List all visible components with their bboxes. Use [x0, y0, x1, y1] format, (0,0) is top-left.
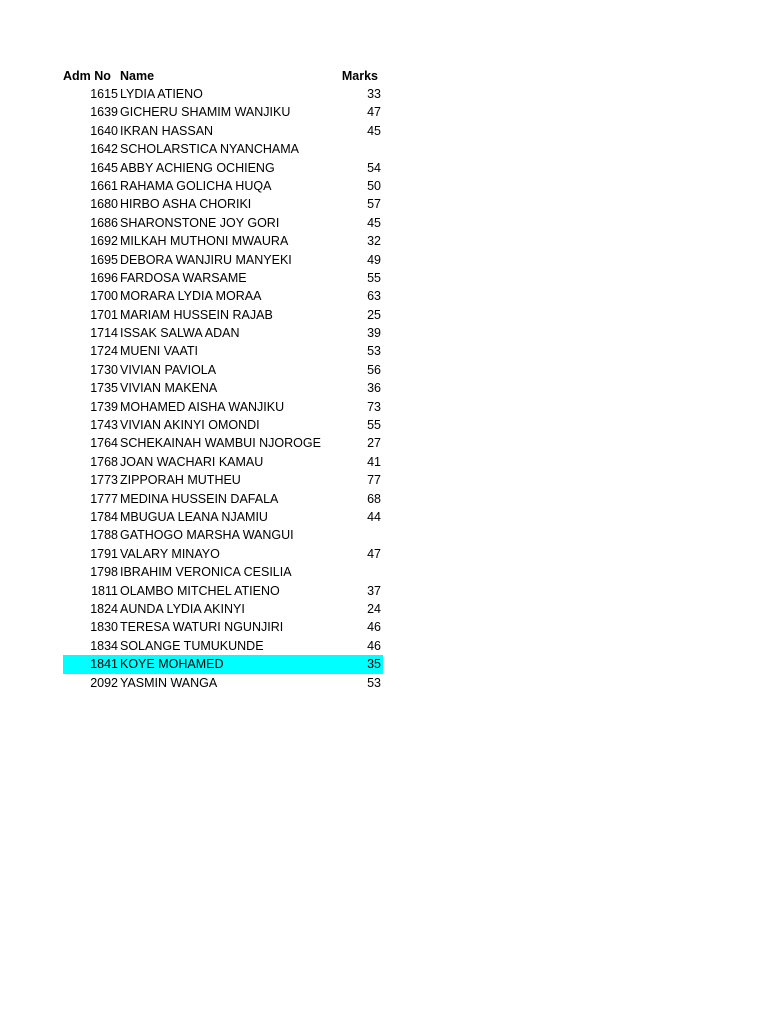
cell-name: HIRBO ASHA CHORIKI — [120, 197, 252, 212]
table-row — [63, 508, 383, 526]
cell-name: VIVIAN AKINYI OMONDI — [120, 418, 260, 433]
cell-adm-no: 1768 — [90, 454, 118, 469]
cell-adm-no: 1798 — [90, 565, 118, 580]
cell-name: ABBY ACHIENG OCHIENG — [120, 160, 275, 175]
cell-marks: 47 — [367, 546, 381, 561]
cell-marks: 25 — [367, 307, 381, 322]
cell-name: IKRAN HASSAN — [120, 123, 214, 138]
cell-name: OLAMBO MITCHEL ATIENO — [120, 583, 280, 598]
cell-marks: 46 — [367, 638, 381, 653]
cell-marks: 37 — [367, 583, 381, 598]
cell-marks: 53 — [367, 675, 381, 690]
table-row — [63, 582, 383, 600]
cell-adm-no: 1692 — [90, 234, 118, 249]
cell-adm-no: 1764 — [90, 436, 118, 451]
cell-name: YASMIN WANGA — [120, 675, 218, 690]
table-row — [63, 490, 383, 508]
cell-marks: 41 — [367, 454, 381, 469]
cell-adm-no: 1730 — [90, 362, 118, 377]
cell-adm-no: 1773 — [90, 473, 118, 488]
cell-name: SCHOLARSTICA NYANCHAMA — [120, 142, 299, 157]
table-row — [63, 195, 383, 213]
table-row — [63, 379, 383, 397]
cell-name: MEDINA HUSSEIN DAFALA — [120, 491, 279, 506]
cell-adm-no: 1834 — [90, 638, 118, 653]
cell-adm-no: 1743 — [90, 418, 118, 433]
table-row — [63, 342, 383, 360]
cell-name: FARDOSA WARSAME — [120, 270, 247, 285]
cell-name: MORARA LYDIA MORAA — [120, 289, 262, 304]
cell-adm-no: 1830 — [90, 620, 118, 635]
cell-marks: 56 — [367, 362, 381, 377]
header-adm-no: Adm No — [63, 69, 111, 83]
cell-marks: 33 — [367, 87, 381, 101]
table-row — [63, 526, 383, 544]
table-row — [63, 416, 383, 434]
table-row — [63, 434, 383, 452]
cell-name: KOYE MOHAMED — [120, 657, 224, 672]
cell-name: SCHEKAINAH WAMBUI NJOROGE — [120, 436, 321, 451]
cell-adm-no: 1791 — [90, 546, 118, 561]
cell-adm-no: 1615 — [90, 87, 118, 101]
cell-adm-no: 1724 — [90, 344, 118, 359]
cell-marks: 50 — [367, 178, 381, 193]
table-row — [63, 361, 383, 379]
table-row — [63, 177, 383, 195]
cell-marks: 39 — [367, 326, 381, 341]
table-row — [63, 306, 383, 324]
cell-name: LYDIA ATIENO — [120, 87, 203, 101]
cell-marks: 45 — [367, 123, 381, 138]
table-row — [63, 471, 383, 489]
header-name: Name — [120, 69, 155, 83]
cell-name: IBRAHIM VERONICA CESILIA — [120, 565, 292, 580]
cell-marks: 68 — [367, 491, 381, 506]
table-row — [63, 324, 383, 342]
cell-name: TERESA WATURI NGUNJIRI — [120, 620, 284, 635]
table-row — [63, 140, 383, 158]
cell-marks: 46 — [367, 620, 381, 635]
table-row — [63, 600, 383, 618]
table-row — [63, 85, 383, 103]
table-row — [63, 103, 383, 121]
table-row — [63, 618, 383, 636]
table-row — [63, 159, 383, 177]
cell-name: GATHOGO MARSHA WANGUI — [120, 528, 294, 543]
cell-adm-no: 1645 — [90, 160, 118, 175]
cell-name: MOHAMED AISHA WANJIKU — [120, 399, 285, 414]
cell-adm-no: 1696 — [90, 270, 118, 285]
table-row — [63, 269, 383, 287]
cell-marks: 53 — [367, 344, 381, 359]
cell-name: GICHERU SHAMIM WANJIKU — [120, 105, 291, 120]
cell-name: RAHAMA GOLICHA HUQA — [120, 178, 272, 193]
cell-name: ISSAK SALWA ADAN — [120, 326, 240, 341]
table-row — [63, 637, 383, 655]
cell-name: DEBORA WANJIRU MANYEKI — [120, 252, 292, 267]
cell-marks: 27 — [367, 436, 381, 451]
cell-name: MILKAH MUTHONI MWAURA — [120, 234, 289, 249]
cell-adm-no: 1739 — [90, 399, 118, 414]
table-row — [63, 453, 383, 471]
cell-name: JOAN WACHARI KAMAU — [120, 454, 264, 469]
cell-marks: 54 — [367, 160, 381, 175]
table-row — [63, 214, 383, 232]
cell-marks: 55 — [367, 270, 381, 285]
cell-adm-no: 1695 — [90, 252, 118, 267]
cell-name: ZIPPORAH MUTHEU — [120, 473, 241, 488]
table-row — [63, 545, 383, 563]
cell-name: MUENI VAATI — [120, 344, 199, 359]
cell-marks: 45 — [367, 215, 381, 230]
table-header-row — [63, 68, 383, 85]
cell-name: MBUGUA LEANA NJAMIU — [120, 509, 268, 524]
cell-marks: 44 — [367, 509, 381, 524]
table-row — [63, 287, 383, 305]
cell-adm-no: 1680 — [90, 197, 118, 212]
table-row-highlighted — [63, 655, 383, 673]
table-row — [63, 251, 383, 269]
cell-marks: 57 — [367, 197, 381, 212]
cell-marks: 35 — [367, 657, 381, 672]
table-row — [63, 122, 383, 140]
cell-adm-no: 1701 — [90, 307, 118, 322]
cell-name: VIVIAN PAVIOLA — [120, 362, 217, 377]
cell-marks: 73 — [367, 399, 381, 414]
cell-adm-no: 1777 — [90, 491, 118, 506]
cell-adm-no: 1788 — [90, 528, 118, 543]
cell-marks: 55 — [367, 418, 381, 433]
cell-name: MARIAM HUSSEIN RAJAB — [120, 307, 273, 322]
cell-marks: 32 — [367, 234, 381, 249]
cell-adm-no: 1686 — [90, 215, 118, 230]
cell-adm-no: 1642 — [90, 142, 118, 157]
cell-adm-no: 1714 — [90, 326, 118, 341]
cell-adm-no: 1735 — [90, 381, 118, 396]
cell-name: VALARY MINAYO — [120, 546, 220, 561]
cell-marks: 77 — [367, 473, 381, 488]
cell-marks: 49 — [367, 252, 381, 267]
cell-adm-no: 1824 — [90, 601, 118, 616]
cell-adm-no: 1639 — [90, 105, 118, 120]
marks-table — [63, 68, 383, 692]
cell-adm-no: 1700 — [90, 289, 118, 304]
cell-name: AUNDA LYDIA AKINYI — [120, 601, 245, 616]
table-row — [63, 563, 383, 581]
cell-marks: 47 — [367, 105, 381, 120]
cell-adm-no: 1640 — [90, 123, 118, 138]
table-row — [63, 398, 383, 416]
cell-name: VIVIAN MAKENA — [120, 381, 218, 396]
cell-marks: 63 — [367, 289, 381, 304]
cell-adm-no: 1811 — [91, 583, 118, 598]
cell-name: SOLANGE TUMUKUNDE — [120, 638, 264, 653]
cell-adm-no: 2092 — [90, 675, 118, 690]
table-row — [63, 232, 383, 250]
cell-adm-no: 1661 — [90, 178, 118, 193]
table-body — [63, 85, 383, 692]
table-row — [63, 674, 383, 692]
header-marks: Marks — [341, 69, 378, 83]
cell-adm-no: 1841 — [90, 657, 118, 672]
cell-marks: 24 — [367, 601, 381, 616]
cell-marks: 36 — [367, 381, 381, 396]
cell-name: SHARONSTONE JOY GORI — [120, 215, 280, 230]
cell-adm-no: 1784 — [90, 509, 118, 524]
